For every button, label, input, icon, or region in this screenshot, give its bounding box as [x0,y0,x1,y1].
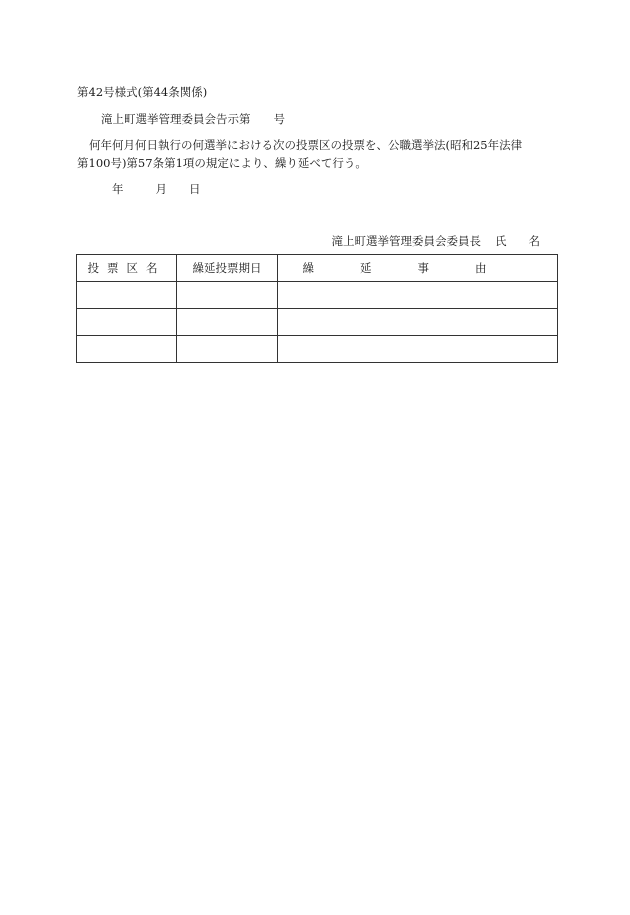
signature-title: 滝上町選挙管理委員会委員長 [331,234,481,248]
postponement-table [76,254,558,363]
table-cell [177,309,278,336]
date-month: 月 [155,182,167,196]
header-district-name: 投票区名 [77,255,177,282]
notice-body-line-1: 何年何月何日執行の何選挙における次の投票区の投票を、公職選挙法(昭和25年法律 [89,138,523,152]
signature-shi: 氏 [495,234,507,248]
table-row [77,336,558,363]
header-postponed-date: 繰延投票期日 [177,255,278,282]
signature-mei: 名 [528,234,540,248]
table-cell [77,282,177,309]
signature-line [332,233,541,249]
notice-body [77,136,557,172]
date-year: 年 [112,182,124,196]
table-cell [177,282,278,309]
form-number: 第42号様式(第44条関係) [77,85,208,99]
table-cell [278,282,558,309]
table-row [77,282,558,309]
table-cell [77,336,177,363]
table-row [77,309,558,336]
notice-body-line-2: 第100号)第57条第1項の規定により、繰り延べて行う。 [77,156,367,170]
table-cell [278,336,558,363]
notice-title: 滝上町選挙管理委員会告示第 号 [101,112,285,126]
header-postponement-reason: 繰延事由 [278,255,558,282]
date-line [112,181,201,197]
table-cell [278,309,558,336]
table-cell [177,336,278,363]
table-header-row [77,255,558,282]
date-day: 日 [189,182,201,196]
table-cell [77,309,177,336]
